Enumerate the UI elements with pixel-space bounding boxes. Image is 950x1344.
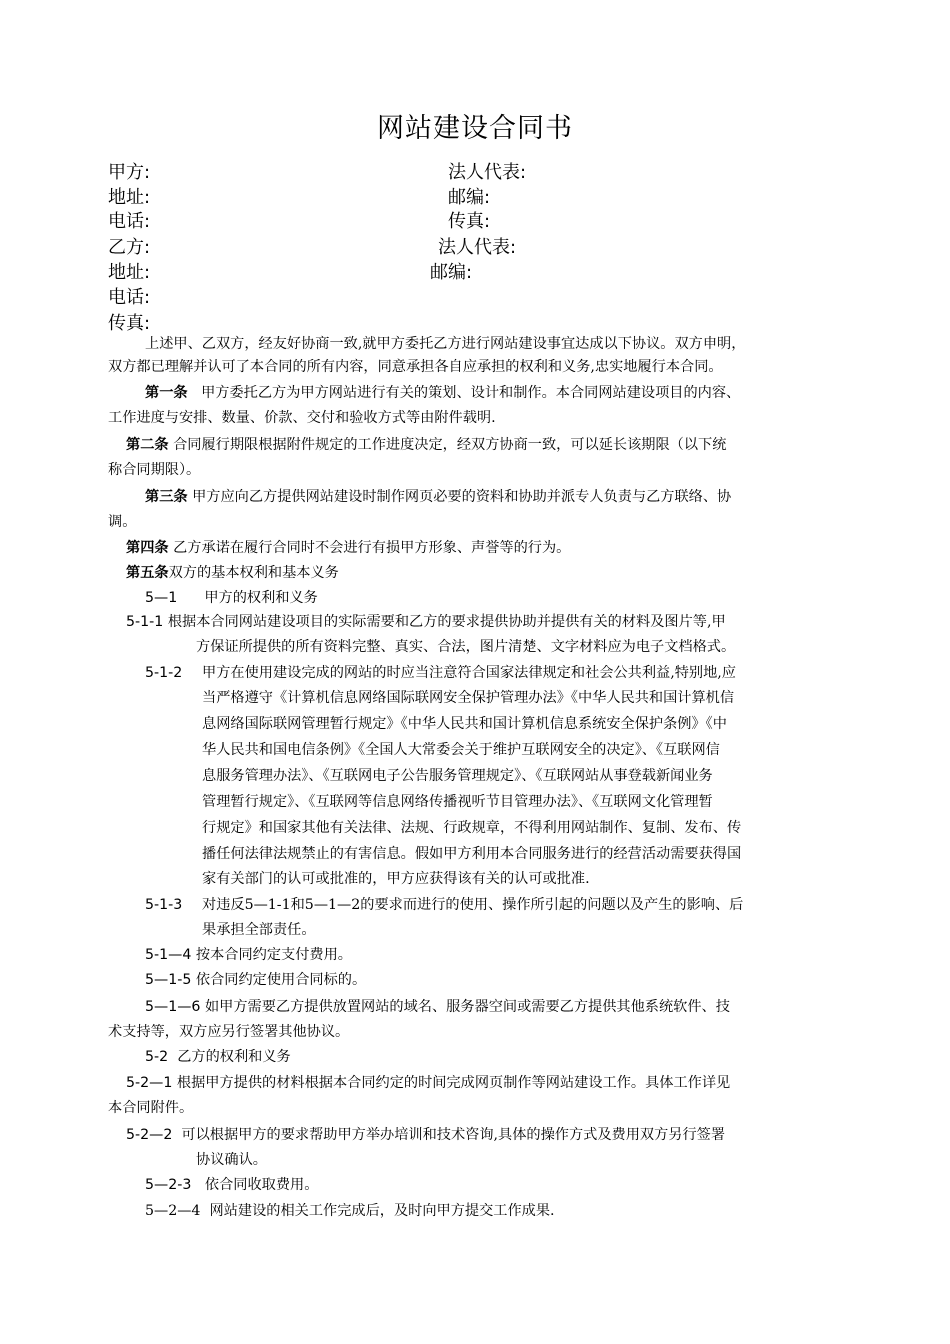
clause-5-2-1-line-2: 本合同附件。 (108, 1100, 194, 1116)
clause-5-2-4 (145, 1199, 555, 1225)
article-1 (145, 381, 740, 407)
section-5-2-number: 5-2 (145, 1049, 169, 1065)
clause-5-1-2-number: 5-1-2 (145, 665, 183, 681)
party-b-fax-label: 传真: (108, 313, 151, 334)
clause-5-2-3-number: 5—2-3 (145, 1177, 192, 1193)
clause-5-1-5 (145, 968, 366, 994)
clause-5-1-2-line-8: 播任何法律法规禁止的有害信息。假如甲方利用本合同服务进行的经营活动需要获得国 (202, 846, 742, 862)
party-a-zip-label: 邮编: (448, 187, 491, 208)
clause-5-1-1 (126, 610, 726, 636)
party-b-address-label: 地址: (108, 262, 151, 283)
party-b-label: 乙方: (108, 237, 151, 258)
article-4-text: 乙方承诺在履行合同时不会进行有损甲方形象、声誉等的行为。 (173, 540, 571, 556)
clause-5-1-4 (145, 943, 352, 969)
clause-5-2-2-text: 可以根据甲方的要求帮助甲方举办培训和技术咨询,具体的操作方式及费用双方另行签署 (181, 1127, 726, 1143)
clause-5-1-2-line-6: 管理暂行规定》、《互联网等信息网络传播视听节目管理办法》、《互联网文化管理暂 (202, 794, 713, 810)
clause-5-1-2-line-9: 家有关部门的认可或批准的，甲方应获得该有关的认可或批准. (202, 871, 590, 887)
section-5-2-text: 乙方的权利和义务 (177, 1049, 291, 1065)
document-title: 网站建设合同书 (377, 113, 573, 144)
section-5-1 (145, 586, 318, 612)
clause-5-2-1-number: 5-2—1 (126, 1075, 173, 1091)
clause-5-1-5-number: 5—1-5 (145, 972, 192, 988)
party-a-fax-label: 传真: (448, 211, 491, 232)
clause-5-1-5-text: 依合同约定使用合同标的。 (195, 972, 367, 988)
clause-5-1-2-line-4: 华人民共和国电信条例》《全国人大常委会关于维护互联网安全的决定》、《互联网信 (202, 742, 720, 758)
article-2 (126, 433, 726, 459)
clause-5-2-2-line-2: 协议确认。 (196, 1152, 267, 1168)
party-b-phone-label: 电话: (108, 287, 151, 308)
article-5 (126, 561, 339, 587)
clause-5-1-1-text: 根据本合同网站建设项目的实际需要和乙方的要求提供协助并提供有关的材料及图片等,甲 (167, 614, 726, 630)
article-1-label: 第一条 (145, 385, 188, 401)
clause-5-1-2-line-1: 甲方在使用建设完成的网站的时应当注意符合国家法律规定和社会公共利益,特别地,应 (202, 665, 736, 681)
clause-5-2-4-text: 网站建设的相关工作完成后，及时向甲方提交工作成果. (209, 1203, 555, 1219)
clause-5-1-2-line-7: 行规定》和国家其他有关法律、法规、行政规章，不得利用网站制作、复制、发布、传 (202, 820, 742, 836)
clause-5-2-3 (145, 1173, 318, 1199)
clause-5-1-3-line-1: 对违反5—1-1和5—1—2的要求而进行的使用、操作所引起的问题以及产生的影响、后 (202, 897, 744, 913)
section-5-1-text: 甲方的权利和义务 (204, 590, 318, 606)
section-5-1-number: 5—1 (145, 590, 178, 606)
clause-5-1-6 (145, 995, 730, 1021)
article-4-label: 第四条 (126, 540, 169, 556)
clause-5-1-4-text: 按本合同约定支付费用。 (195, 947, 352, 963)
clause-5-1-1-line-2: 方保证所提供的所有资料完整、真实、合法，图片清楚、文字材料应为电子文档格式。 (196, 639, 736, 655)
article-2-text: 合同履行期限根据附件规定的工作进度决定，经双方协商一致，可以延长该期限（以下统 (173, 437, 727, 453)
article-3-label: 第三条 (145, 489, 188, 505)
article-3-text: 甲方应向乙方提供网站建设时制作网页必要的资料和协助并派专人负责与乙方联络、协 (192, 489, 732, 505)
clause-5-1-2-line-2: 当严格遵守《计算机信息网络国际联网安全保护管理办法》《中华人民共和国计算机信 (202, 690, 735, 706)
article-4 (126, 536, 570, 562)
article-3-line-2: 调。 (108, 514, 137, 530)
clause-5-1-3-line-2: 果承担全部责任。 (202, 922, 316, 938)
clause-5-1-2-line-3: 息网络国际联网管理暂行规定》《中华人民共和国计算机信息系统安全保护条例》《中 (202, 716, 727, 732)
clause-5-1-6-text: 如甲方需要乙方提供放置网站的域名、服务器空间或需要乙方提供其他系统软件、技 (204, 999, 730, 1015)
clause-5-1-3-number: 5-1-3 (145, 897, 183, 913)
clause-5-2-1-text: 根据甲方提供的材料根据本合同约定的时间完成网页制作等网站建设工作。具体工作详见 (176, 1075, 731, 1091)
clause-5-1-6-line-2: 术支持等，双方应另行签署其他协议。 (108, 1024, 350, 1040)
article-1-line-2: 工作进度与安排、数量、价款、交付和验收方式等由附件载明. (108, 410, 496, 426)
clause-5-2-2 (126, 1123, 725, 1149)
party-b-rep-label: 法人代表: (438, 237, 517, 258)
preamble-line-2: 双方都已理解并认可了本合同的所有内容，同意承担各自应承担的权利和义务,忠实地履行本合同。 (108, 359, 723, 375)
clause-5-1-1-number: 5-1-1 (126, 614, 164, 630)
section-5-2 (145, 1045, 291, 1071)
clause-5-1-6-number: 5—1—6 (145, 999, 201, 1015)
party-b-zip-label: 邮编: (430, 262, 473, 283)
article-2-label: 第二条 (126, 437, 169, 453)
article-2-line-2: 称合同期限）。 (108, 462, 201, 478)
article-3 (145, 485, 731, 511)
clause-5-2-4-number: 5—2—4 (145, 1203, 201, 1219)
clause-5-2-1 (126, 1071, 730, 1097)
clause-5-1-4-number: 5-1—4 (145, 947, 192, 963)
clause-5-2-3-text: 依合同收取费用。 (204, 1177, 319, 1193)
article-1-text: 甲方委托乙方为甲方网站进行有关的策划、设计和制作。本合同网站建设项目的内容、 (201, 385, 741, 401)
article-5-label: 第五条 (126, 565, 169, 581)
party-a-rep-label: 法人代表: (448, 162, 527, 183)
article-5-text: 双方的基本权利和基本义务 (168, 565, 339, 581)
party-a-address-label: 地址: (108, 187, 151, 208)
clause-5-2-2-number: 5-2—2 (126, 1127, 173, 1143)
party-a-label: 甲方: (108, 162, 151, 183)
party-a-phone-label: 电话: (108, 211, 151, 232)
preamble-line-1: 上述甲、乙双方，经友好协商一致,就甲方委托乙方进行网站建设事宜达成以下协议。双方申明， (145, 336, 746, 352)
clause-5-1-2-line-5: 息服务管理办法》、《互联网电子公告服务管理规定》、《互联网站从事登载新闻业务 (202, 768, 713, 784)
